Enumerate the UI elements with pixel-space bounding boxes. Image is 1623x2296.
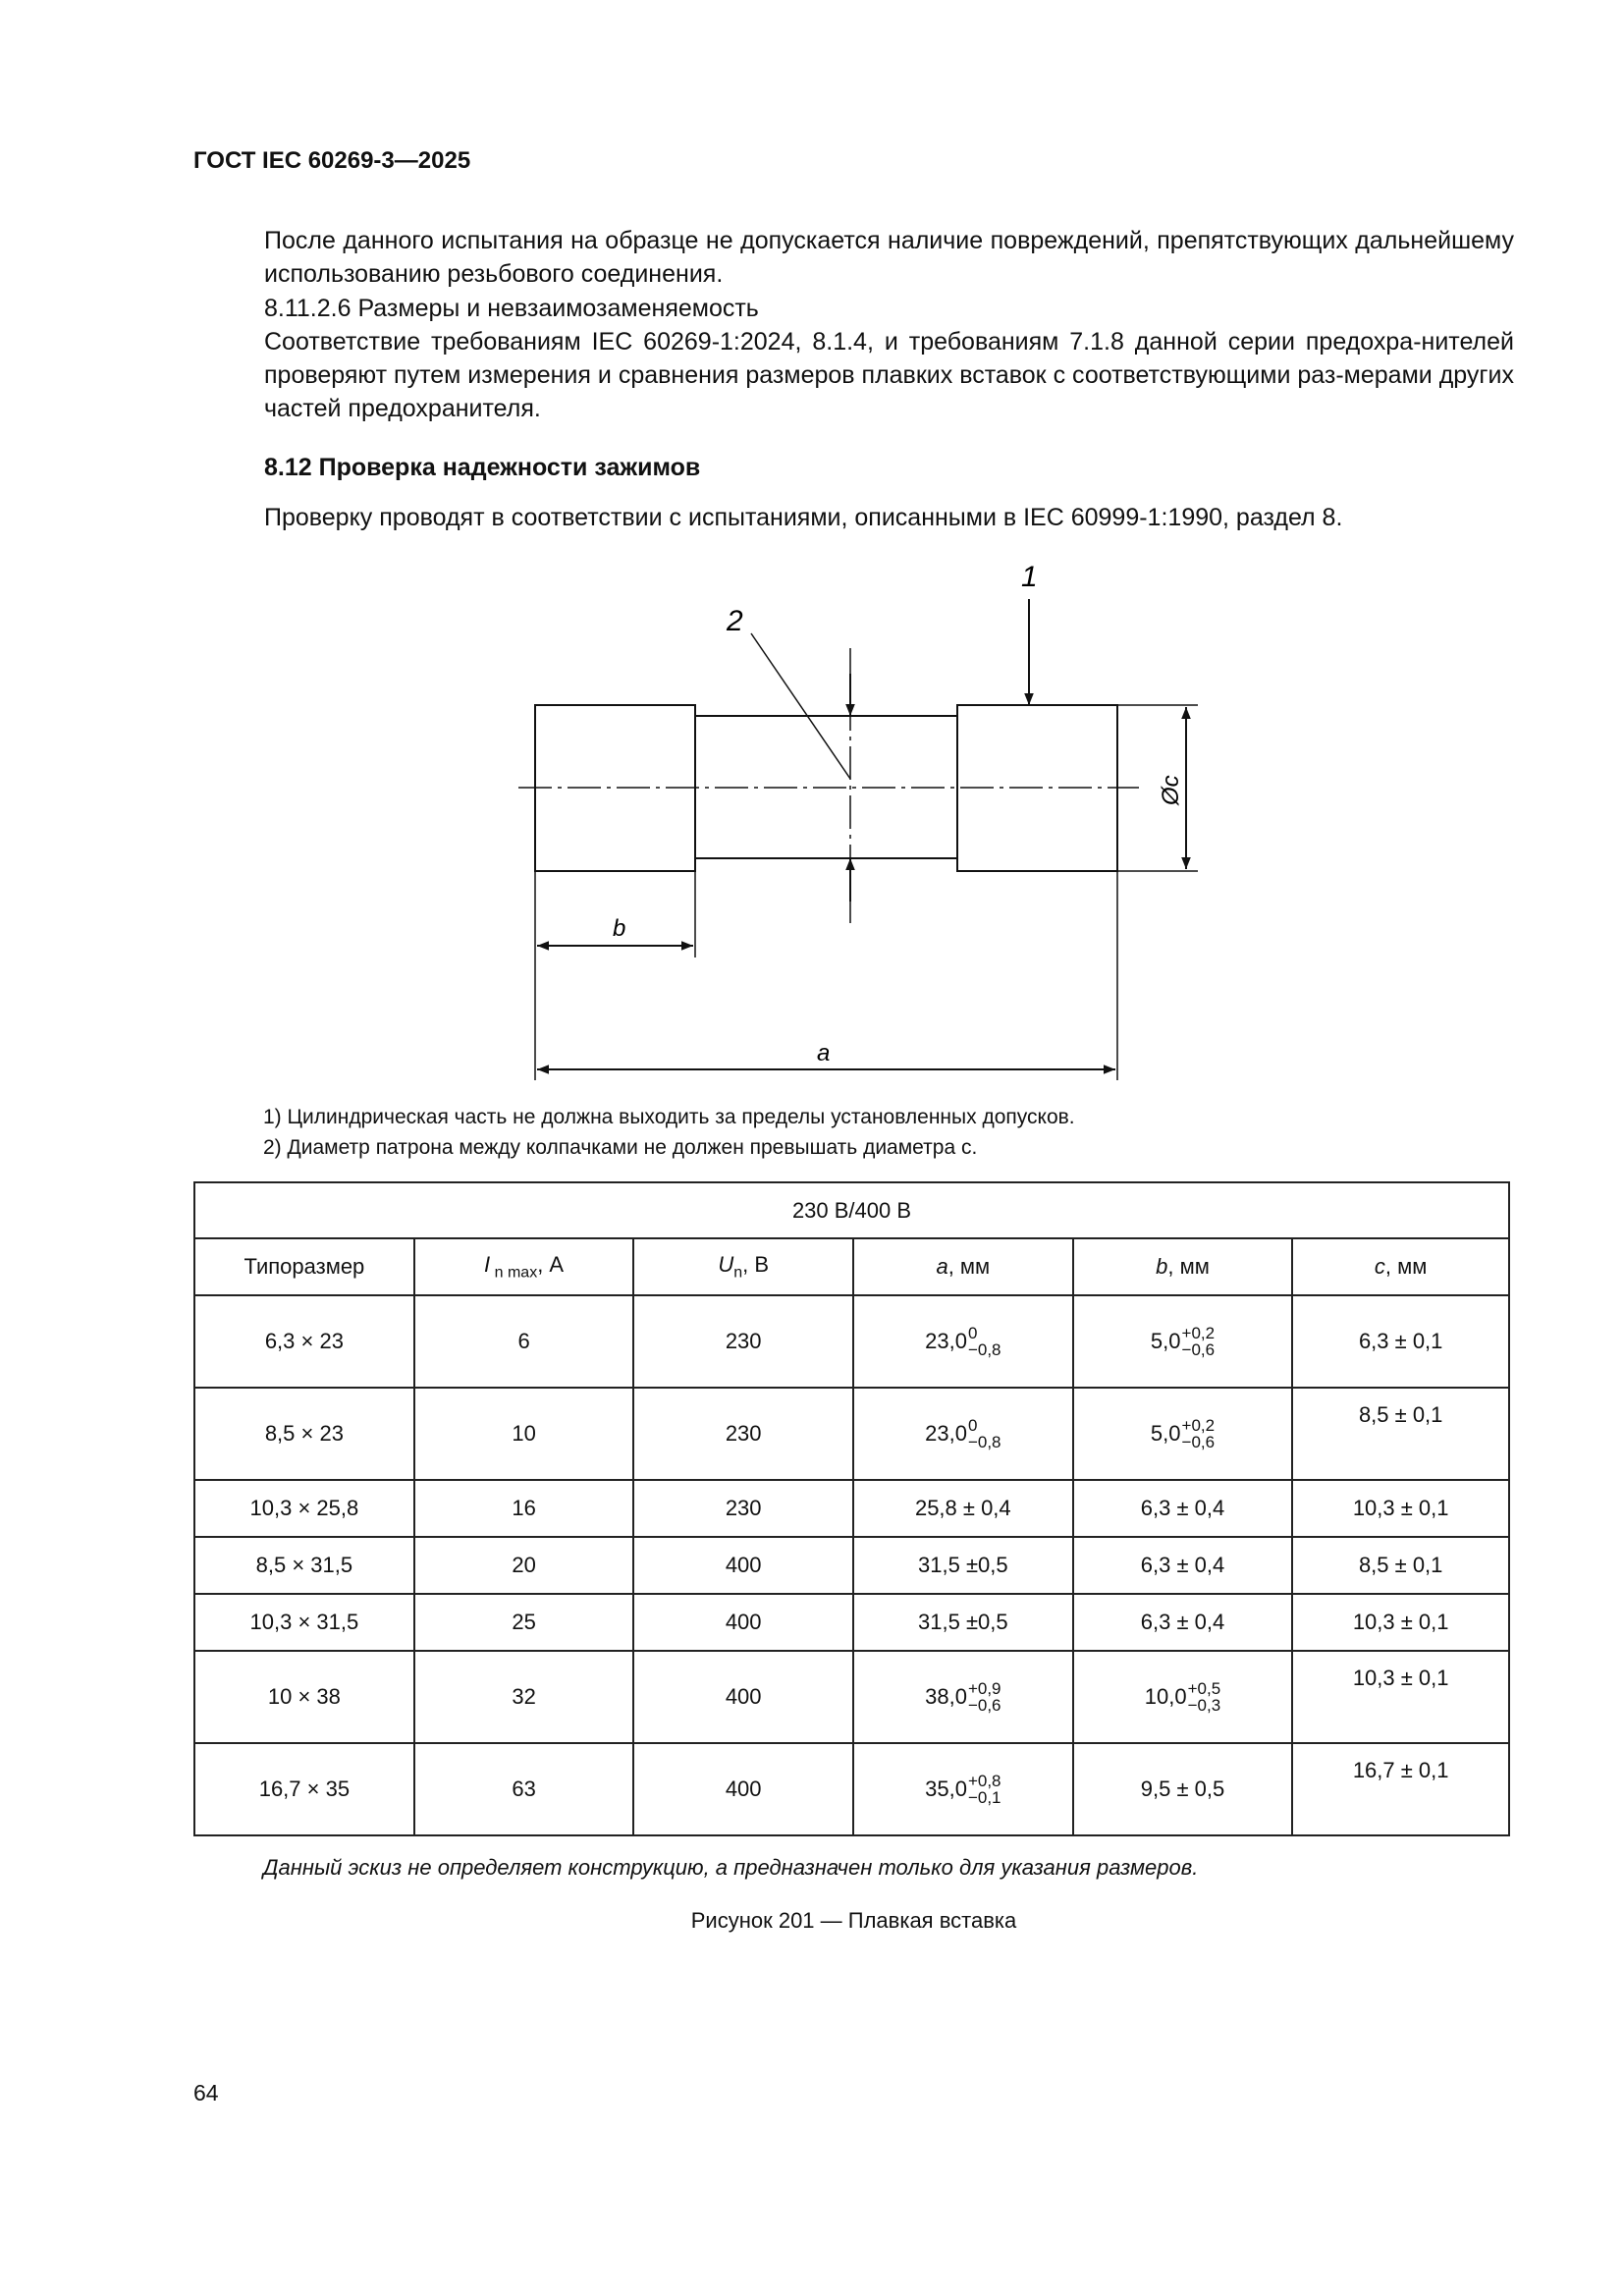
figure-note-1: 1) Цилиндрическая часть не должна выходить за пределы установленных допусков. (263, 1106, 1075, 1128)
lower-deviation: −0,8 (967, 1433, 1001, 1451)
nominal-value: 23,0 (925, 1329, 967, 1353)
nominal-value: 5,0 (1150, 1329, 1181, 1353)
upper-deviation: 0 (967, 1324, 978, 1342)
paragraph-text: После данного испытания на образце не допускается наличие повреждений, препятствующих дальнейшему использованию резьбового соединения. (264, 227, 1514, 288)
cell-un: 230 (633, 1480, 853, 1537)
nominal-value: 10,0 (1144, 1684, 1187, 1709)
lower-deviation: −0,1 (967, 1788, 1001, 1807)
table-header-row (194, 1238, 1509, 1295)
cell-c: 10,3 ± 0,1 (1292, 1651, 1509, 1743)
cell-b: 6,3 ± 0,4 (1073, 1480, 1293, 1537)
cell-b (1073, 1295, 1293, 1388)
cell-size: 10,3 × 31,5 (194, 1594, 414, 1651)
cell-c: 16,7 ± 0,1 (1292, 1743, 1509, 1835)
cell-imax: 25 (414, 1594, 634, 1651)
tolerance-value (1151, 1325, 1215, 1358)
figure-note-2: 2) Диаметр патрона между колпачками не должен превышать диаметра c. (263, 1136, 978, 1159)
cell-size: 6,3 × 23 (194, 1295, 414, 1388)
upper-deviation: +0,8 (967, 1772, 1001, 1790)
cell-imax: 63 (414, 1743, 634, 1835)
cell-size: 10 × 38 (194, 1651, 414, 1743)
upper-deviation: +0,2 (1181, 1324, 1216, 1342)
column-header-un: $U_n$, В (633, 1238, 853, 1295)
paragraph-text: Соответствие требованиям IEC 60269-1:2024, 8.1.4, и требованиям 7.1.8 данной серии предохра-нителей проверяют путем измерения и сравнения размеров плавких вставок с соответствующими раз-мерами других частей предохранителя. (264, 328, 1514, 422)
fuse-link-drawing (0, 0, 1623, 1100)
cell-a (853, 1295, 1073, 1388)
table-row (194, 1594, 1509, 1651)
callout-2-leader (751, 633, 850, 779)
document-code-header: ГОСТ IEC 60269-3—2025 (193, 147, 471, 174)
cell-b: 6,3 ± 0,4 (1073, 1594, 1293, 1651)
lower-deviation: −0,6 (967, 1696, 1001, 1715)
upper-deviation: +0,2 (1181, 1416, 1216, 1435)
tolerance-value (1145, 1680, 1220, 1714)
nominal-value: 23,0 (925, 1421, 967, 1446)
nominal-value: 35,0 (925, 1777, 967, 1801)
cell-size: 8,5 × 31,5 (194, 1537, 414, 1594)
lower-deviation: −0,8 (967, 1340, 1001, 1359)
cell-b: 6,3 ± 0,4 (1073, 1537, 1293, 1594)
nominal-value: 38,0 (925, 1684, 967, 1709)
tolerance-value (925, 1680, 1001, 1714)
table-row (194, 1743, 1509, 1835)
upper-deviation: +0,5 (1187, 1679, 1221, 1698)
cell-size: 10,3 × 25,8 (194, 1480, 414, 1537)
subclause-heading: 8.11.2.6 Размеры и невзаимозаменяемость (264, 295, 759, 322)
cell-imax: 32 (414, 1651, 634, 1743)
table-row (194, 1537, 1509, 1594)
column-header-b: b, мм (1073, 1238, 1293, 1295)
cell-b: 9,5 ± 0,5 (1073, 1743, 1293, 1835)
lower-deviation: −0,6 (1181, 1433, 1216, 1451)
cell-c: 6,3 ± 0,1 (1292, 1295, 1509, 1388)
tolerance-value (1151, 1417, 1215, 1450)
cell-imax: 16 (414, 1480, 634, 1537)
section-title: 8.12 Проверка надежности зажимов (264, 454, 701, 481)
figure-caption: Рисунок 201 — Плавкая вставка (690, 1908, 1017, 1933)
cell-a: 31,5 ±0,5 (853, 1537, 1073, 1594)
column-header-c: c, мм (1292, 1238, 1509, 1295)
b-dimension-label: b (613, 915, 626, 942)
lower-deviation: −0,6 (1181, 1340, 1216, 1359)
cell-a (853, 1651, 1073, 1743)
cell-un: 230 (633, 1388, 853, 1480)
column-header-a: a, мм (853, 1238, 1073, 1295)
table-group-header: 230 В/400 В (194, 1182, 1509, 1238)
dimensions-table (193, 1181, 1510, 1836)
page-number: 64 (193, 2080, 219, 2105)
cell-a: 25,8 ± 0,4 (853, 1480, 1073, 1537)
c-dimension-label: Øc (1158, 775, 1184, 805)
a-dimension-label: a (817, 1040, 831, 1066)
cell-un: 400 (633, 1537, 853, 1594)
figure-footnote: Данный эскиз не определяет конструкцию, а предназначен только для указания размеров. (263, 1855, 1199, 1880)
cell-un: 400 (633, 1594, 853, 1651)
lower-deviation: −0,3 (1187, 1696, 1221, 1715)
cell-b (1073, 1651, 1293, 1743)
upper-deviation: 0 (967, 1416, 978, 1435)
column-header-size: Типоразмер (194, 1238, 414, 1295)
tolerance-value (925, 1417, 1001, 1450)
cell-imax: 10 (414, 1388, 634, 1480)
cell-un: 230 (633, 1295, 853, 1388)
table-row (194, 1651, 1509, 1743)
cell-c: 8,5 ± 0,1 (1292, 1537, 1509, 1594)
section-text: Проверку проводят в соответствии с испытаниями, описанными в IEC 60999-1:1990, раздел 8. (264, 504, 1343, 531)
cell-a (853, 1743, 1073, 1835)
callout-2-label: 2 (727, 605, 743, 637)
table-row (194, 1295, 1509, 1388)
cell-imax: 20 (414, 1537, 634, 1594)
table-row (194, 1480, 1509, 1537)
cell-un: 400 (633, 1743, 853, 1835)
cell-a: 31,5 ±0,5 (853, 1594, 1073, 1651)
cell-imax: 6 (414, 1295, 634, 1388)
table-row (194, 1388, 1509, 1480)
tolerance-value (925, 1325, 1001, 1358)
cell-b (1073, 1388, 1293, 1480)
nominal-value: 5,0 (1150, 1421, 1181, 1446)
cell-c: 10,3 ± 0,1 (1292, 1594, 1509, 1651)
cell-size: 8,5 × 23 (194, 1388, 414, 1480)
figure-notes (263, 1102, 1075, 1163)
callout-1-label: 1 (1021, 561, 1038, 593)
cell-un: 400 (633, 1651, 853, 1743)
cell-c: 8,5 ± 0,1 (1292, 1388, 1509, 1480)
cell-c: 10,3 ± 0,1 (1292, 1480, 1509, 1537)
tolerance-value (925, 1773, 1001, 1806)
cell-size: 16,7 × 35 (194, 1743, 414, 1835)
cell-a (853, 1388, 1073, 1480)
column-header-imax: I $_{n max}$, А (414, 1238, 634, 1295)
table-body (194, 1295, 1509, 1835)
upper-deviation: +0,9 (967, 1679, 1001, 1698)
